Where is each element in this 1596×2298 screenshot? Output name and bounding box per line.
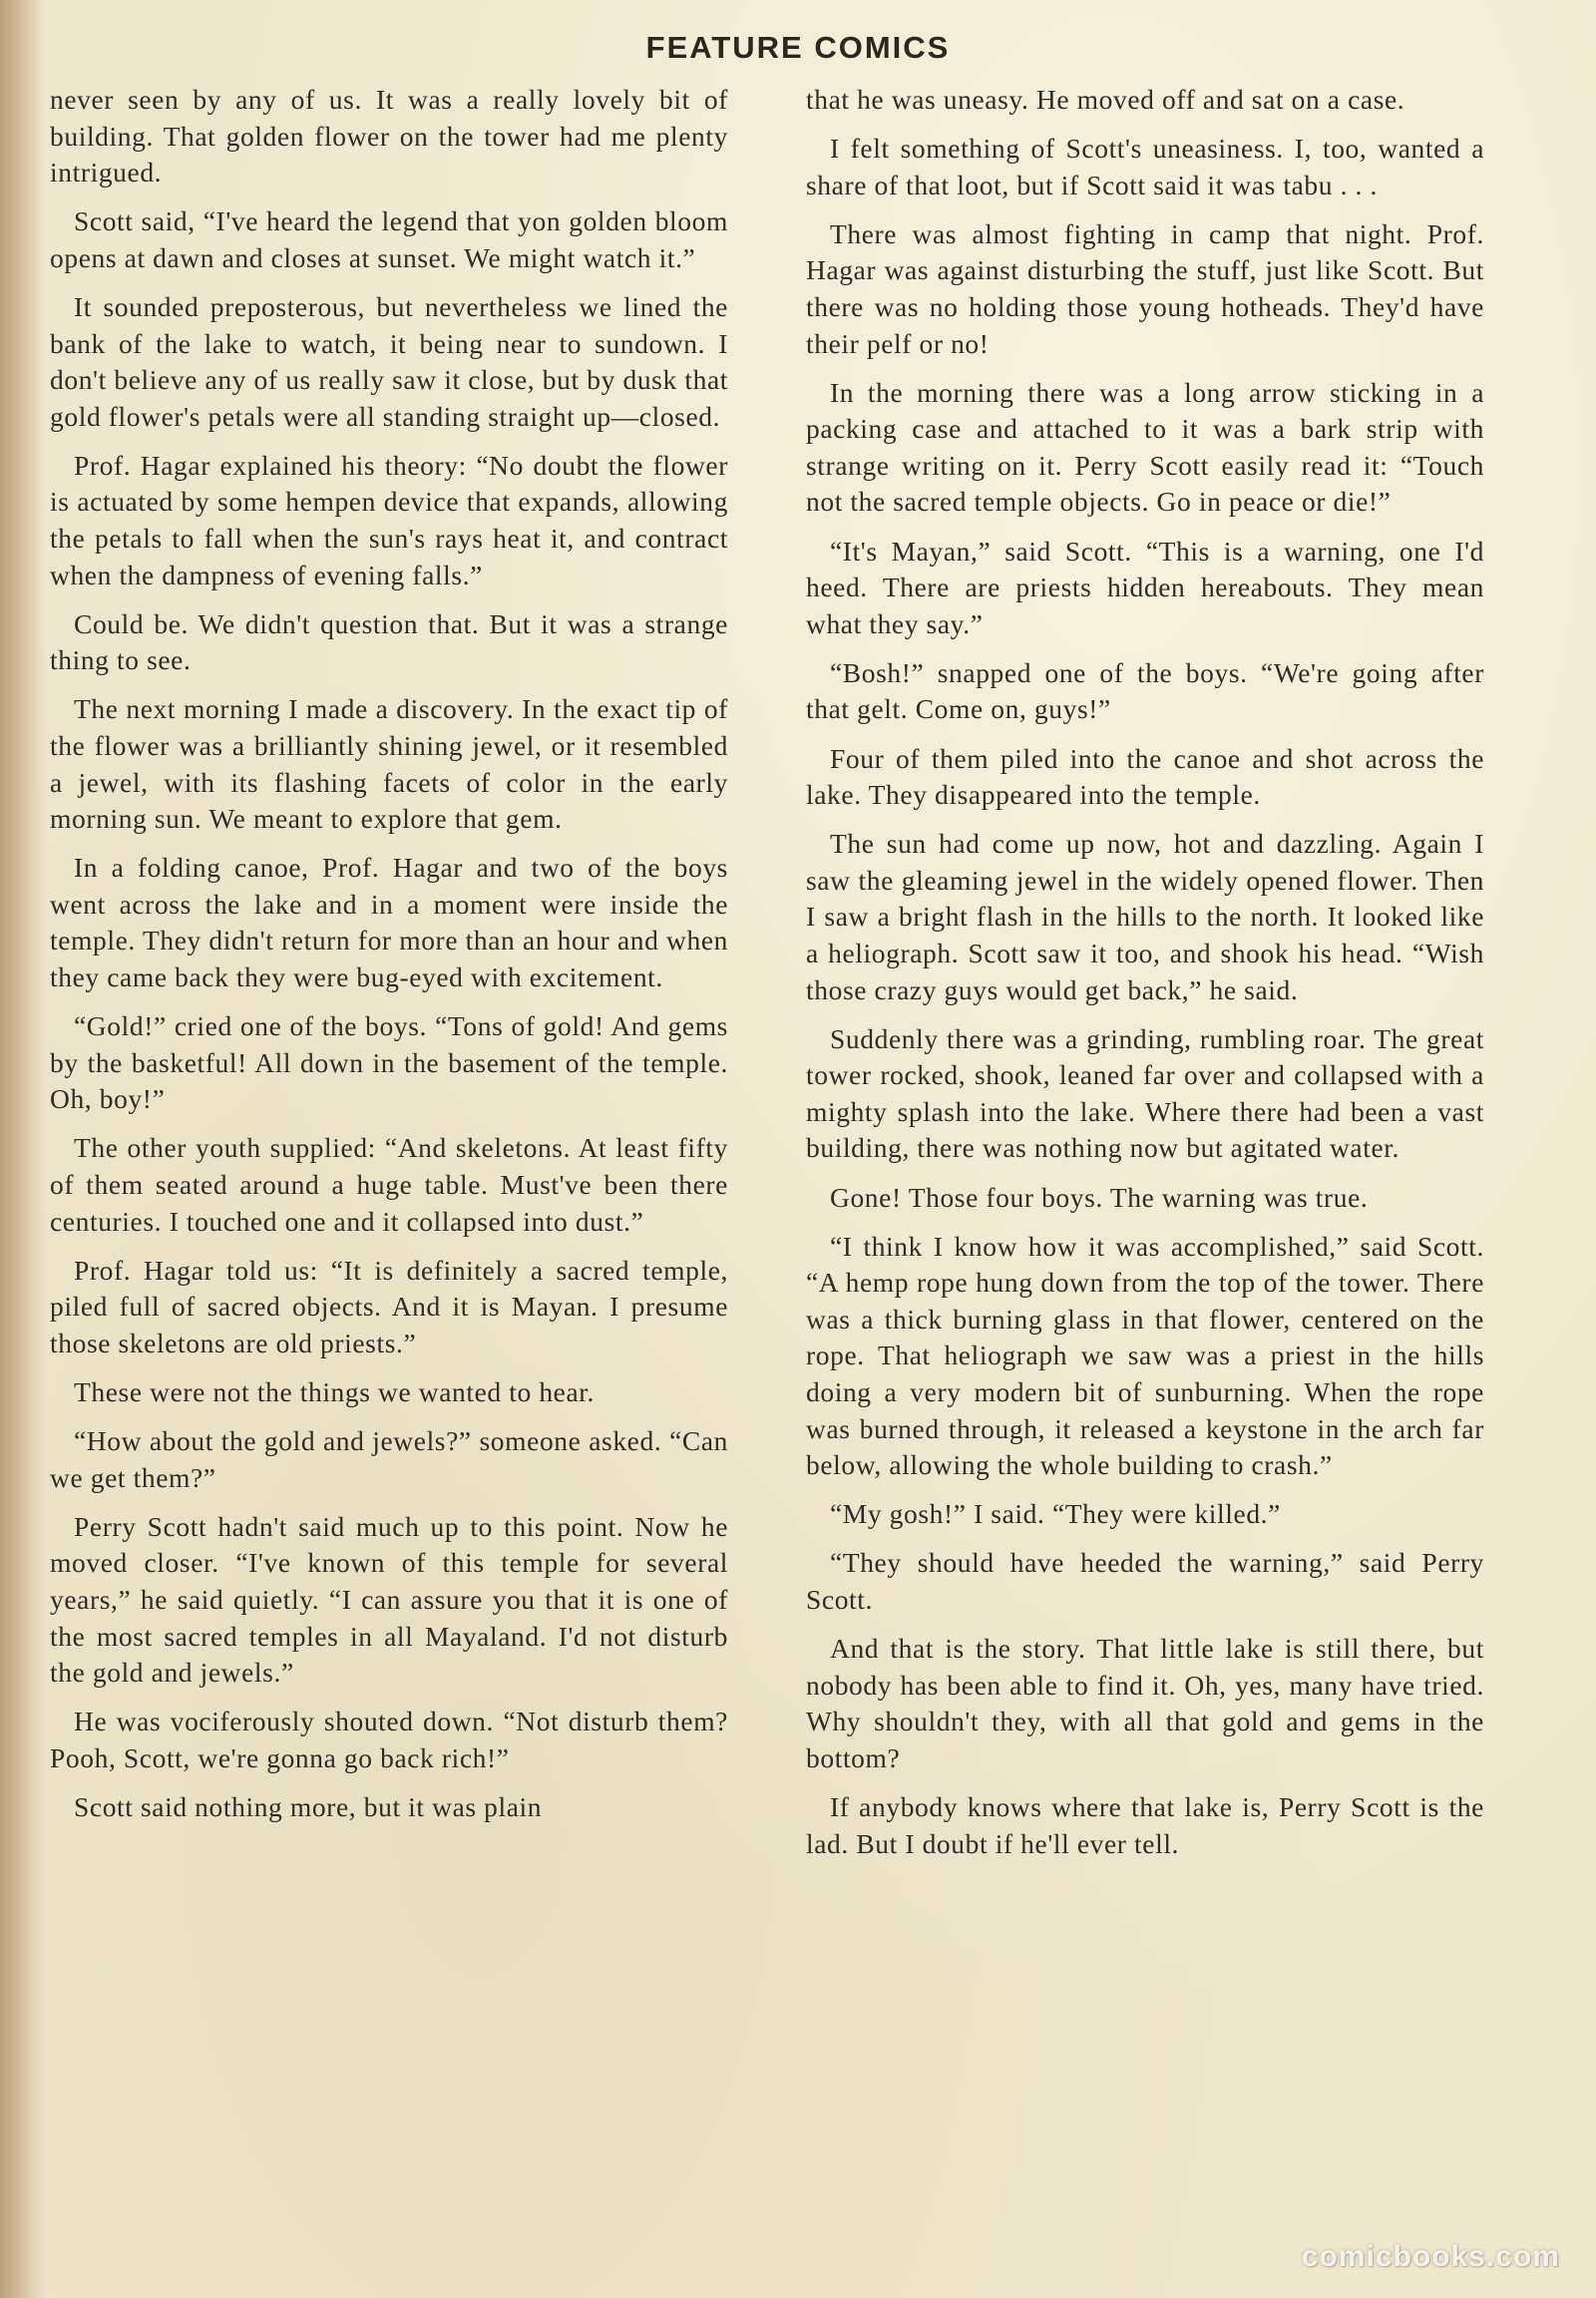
paragraph: Perry Scott hadn't said much up to this point. Now he moved closer. “I've known of this temple for several years,” he said quietly. “I can assure you that it is one of the most sacred temples in all Mayaland. I'd not disturb the gold and jewels.” bbox=[50, 1510, 728, 1689]
paragraph: It sounded preposterous, but nevertheless we lined the bank of the lake to watch, it being near to sundown. I don't believe any of us really saw it close, but by dusk that gold flower's petals were all standing straight up—closed. bbox=[50, 290, 728, 432]
paragraph: In a folding canoe, Prof. Hagar and two of the boys went across the lake and in a moment were inside the temple. They didn't return for more than an hour and when they came back they were bug-eyed with excitement. bbox=[50, 852, 728, 993]
paragraph: never seen by any of us. It was a really lovely bit of building. That golden flower on the tower had me plenty intrigued. bbox=[50, 84, 728, 189]
page-spine-shadow bbox=[0, 0, 46, 2298]
paragraph: “It's Mayan,” said Scott. “This is a warning, one I'd heed. There are priests hidden hereabouts. They mean what they say.” bbox=[806, 535, 1484, 639]
page-header: FEATURE COMICS bbox=[645, 30, 951, 65]
paragraph: These were not the things we wanted to hear. bbox=[74, 1376, 596, 1407]
paragraph: “Bosh!” snapped one of the boys. “We're going after that gelt. Come on, guys!” bbox=[806, 656, 1484, 725]
paragraph: Prof. Hagar explained his theory: “No doubt the flower is actuated by some hempen device that expands, allowing the petals to fall when the sun's rays heat it, and contract when the dampness of evening falls.” bbox=[50, 449, 728, 590]
paragraph: Four of them piled into the canoe and shot across the lake. They disappeared into the temple. bbox=[806, 742, 1484, 811]
paragraph: Scott said nothing more, but it was plain bbox=[74, 1790, 543, 1822]
paragraph: “I think I know how it was accomplished,” said Scott. “A hemp rope hung down from the top of the tower. There was a thick burning glass in that flower, centered on the rope. That heliograph we saw was a priest in the hills doing a very modern bit of sunburning. When the rope was burned through, it released a keystone in the arch far below, allowing the whole building to crash.” bbox=[806, 1230, 1484, 1481]
paragraph: There was almost fighting in camp that night. Prof. Hagar was against disturbing the stuff, just like Scott. But there was no holding those young hotheads. They'd have their pelf or no! bbox=[806, 217, 1484, 359]
paragraph: The sun had come up now, hot and dazzling. Again I saw the gleaming jewel in the widely opened flower. Then I saw a bright flash in the hills to the north. It looked like a heliograph. Scott saw it too, and shook his head. “Wish those crazy guys would get back,” he said. bbox=[806, 828, 1484, 1005]
watermark: comicbooks.com bbox=[1301, 2240, 1560, 2273]
paragraph: And that is the story. That little lake is still there, but nobody has been able to find it. Oh, yes, many have tried. Why shouldn't they, with all that gold and gems in the bottom? bbox=[806, 1633, 1484, 1773]
paragraph: I felt something of Scott's uneasiness. I, too, wanted a share of that loot, but if Scott said it was tabu . . . bbox=[806, 133, 1484, 200]
paragraph: “Gold!” cried one of the boys. “Tons of gold! And gems by the basketful! All down in the basement of the temple. Oh, boy!” bbox=[50, 1010, 728, 1115]
paragraph: “My gosh!” I said. “They were killed.” bbox=[830, 1498, 1281, 1530]
paragraph: The other youth supplied: “And skeletons. At least fifty of them seated around a huge table. Must've been there centuries. I touched one and it collapsed into dust.” bbox=[50, 1132, 728, 1237]
paragraph: In the morning there was a long arrow sticking in a packing case and attached to it was a bark strip with strange writing on it. Perry Scott easily read it: “Touch not the sacred temple objects. Go in peace or die!” bbox=[806, 376, 1484, 518]
right-column bbox=[806, 82, 1484, 1875]
paragraph: Prof. Hagar told us: “It is definitely a sacred temple, piled full of sacred objects. And it is Mayan. I presume those skeletons are old priests.” bbox=[50, 1254, 728, 1358]
paragraph: Gone! Those four boys. The warning was true. bbox=[830, 1181, 1369, 1213]
paragraph: Suddenly there was a grinding, rumbling roar. The great tower rocked, shook, leaned far over and collapsed with a mighty splash into the lake. Where there had been a vast building, there was nothing now but agitated water. bbox=[806, 1022, 1484, 1164]
paragraph: that he was uneasy. He moved off and sat on a case. bbox=[806, 84, 1405, 115]
left-column bbox=[50, 82, 728, 1838]
paragraph: If anybody knows where that lake is, Perry Scott is the lad. But I doubt if he'll ever tell. bbox=[806, 1790, 1484, 1859]
paragraph: “They should have heeded the warning,” said Perry Scott. bbox=[806, 1547, 1484, 1615]
paragraph: Could be. We didn't question that. But it was a strange thing to see. bbox=[50, 607, 728, 676]
paragraph: Scott said, “I've heard the legend that yon golden bloom opens at dawn and closes at sunset. We might watch it.” bbox=[50, 205, 728, 273]
paragraph: “How about the gold and jewels?” someone asked. “Can we get them?” bbox=[50, 1425, 728, 1493]
paragraph: The next morning I made a discovery. In the exact tip of the flower was a brilliantly shining jewel, or it resembled a jewel, with its flashing facets of color in the early morning sun. We meant to explore that gem. bbox=[50, 693, 728, 835]
paragraph: He was vociferously shouted down. “Not disturb them? Pooh, Scott, we're gonna go back rich!” bbox=[50, 1706, 728, 1773]
